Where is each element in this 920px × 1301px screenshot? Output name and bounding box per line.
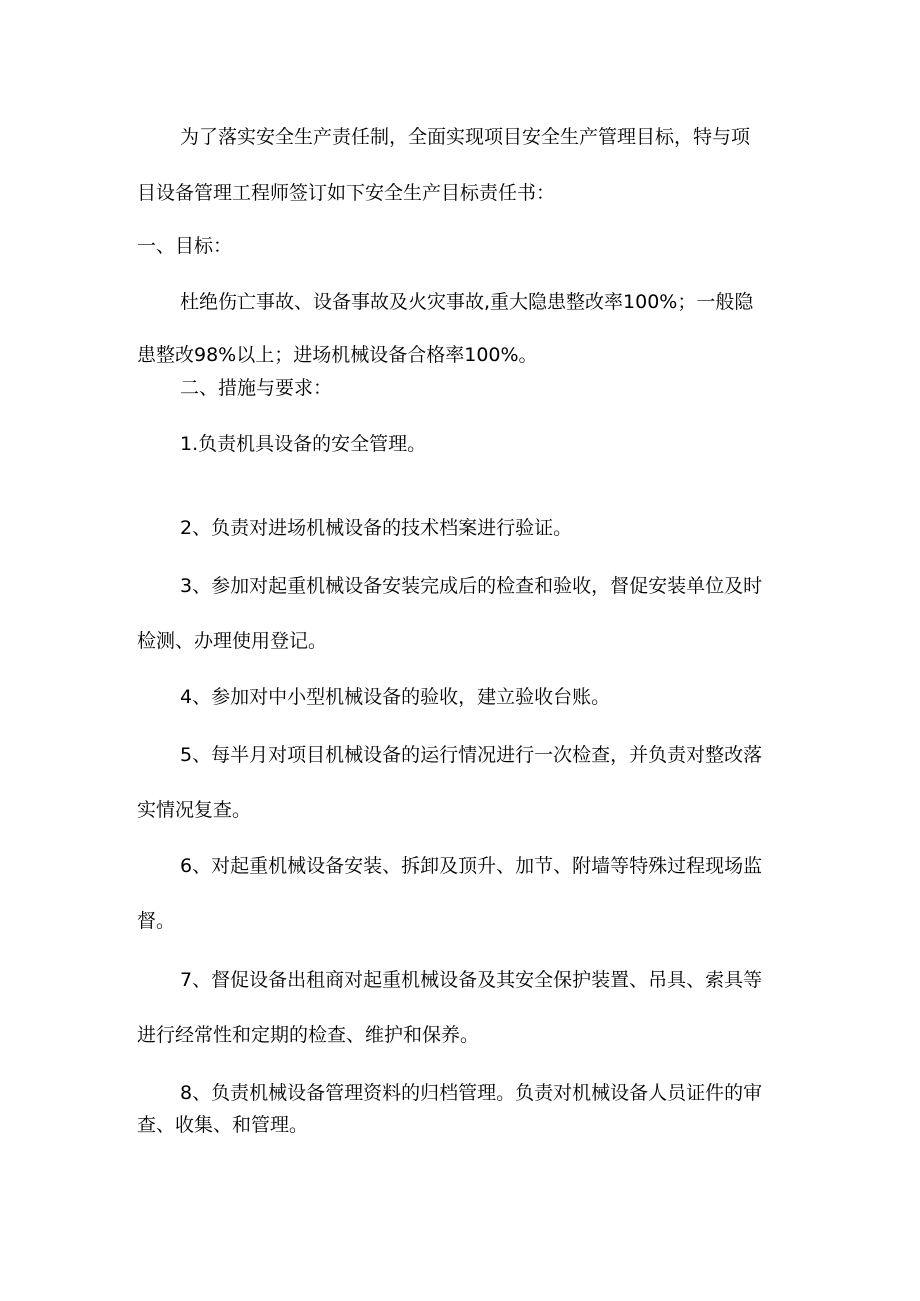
paragraph-goals-line-1: 杜绝伤亡事故、设备事故及火灾事故,重大隐患整改率100%；一般隐 — [180, 291, 754, 313]
measure-item-2: 2、负责对进场机械设备的技术档案进行验证。 — [180, 517, 573, 539]
paragraph-intro-line-1: 为了落实安全生产责任制，全面实现项目安全生产管理目标，特与项 — [180, 126, 751, 148]
measure-item-4: 4、参加对中小型机械设备的验收，建立验收台账。 — [180, 686, 611, 708]
measure-item-8-line-2: 查、收集、和管理。 — [137, 1114, 309, 1136]
measure-item-1: 1.负责机具设备的安全管理。 — [180, 433, 427, 455]
measure-item-7-line-1: 7、督促设备出租商对起重机械设备及其安全保护装置、吊具、索具等 — [180, 969, 763, 991]
measure-item-5-line-2: 实情况复查。 — [137, 799, 252, 821]
measure-item-8-line-1: 8、负责机械设备管理资料的归档管理。负责对机械设备人员证件的审 — [180, 1082, 763, 1104]
paragraph-goals-line-2: 患整改98%以上；进场机械设备合格率100%。 — [137, 344, 538, 366]
paragraph-intro-line-2: 目设备管理工程师签订如下安全生产目标责任书： — [137, 182, 556, 204]
measure-item-3-line-2: 检测、办理使用登记。 — [137, 630, 328, 652]
section-heading-goals: 一、目标： — [137, 235, 233, 257]
measure-item-3-line-1: 3、参加对起重机械设备安装完成后的检查和验收，督促安装单位及时 — [180, 575, 763, 597]
measure-item-6-line-1: 6、对起重机械设备安装、拆卸及顶升、加节、附墙等特殊过程现场监 — [180, 855, 763, 877]
section-heading-measures: 二、措施与要求： — [180, 377, 333, 399]
measure-item-5-line-1: 5、每半月对项目机械设备的运行情况进行一次检查，并负责对整改落 — [180, 744, 763, 766]
measure-item-7-line-2: 进行经常性和定期的检查、维护和保养。 — [137, 1024, 480, 1046]
measure-item-6-line-2: 督。 — [137, 910, 176, 932]
